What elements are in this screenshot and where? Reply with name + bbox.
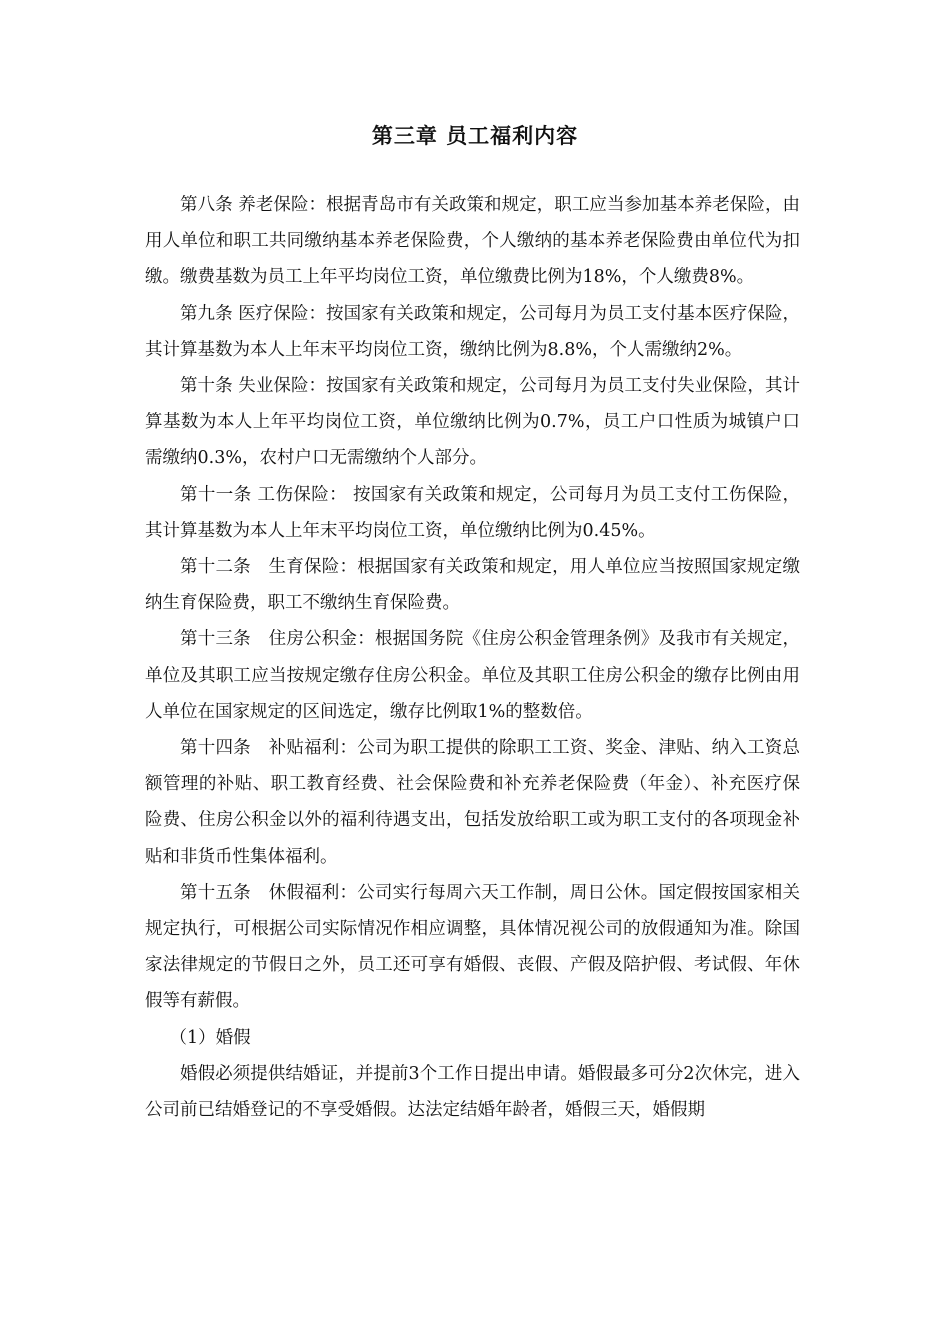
article-9-paragraph: 第九条 医疗保险：按国家有关政策和规定，公司每月为员工支付基本医疗保险，其计算基数为本人上年末平均岗位工资，缴纳比例为8.8%，个人需缴纳2%。: [145, 303, 800, 360]
chapter-title: 第三章 员工福利内容: [371, 124, 579, 148]
article-12-paragraph: 第十二条 生育保险：根据国家有关政策和规定，用人单位应当按照国家规定缴纳生育保险费，职工不缴纳生育保险费。: [145, 557, 800, 614]
marriage-leave-subheading: （1）婚假: [169, 1027, 251, 1048]
article-11-paragraph: 第十一条 工伤保险： 按国家有关政策和规定，公司每月为员工支付工伤保险，其计算基数为本人上年末平均岗位工资，单位缴纳比例为0.45%。: [145, 484, 800, 541]
article-15-paragraph: 第十五条 休假福利：公司实行每周六天工作制，周日公休。国定假按国家相关规定执行，可根据公司实际情况作相应调整，具体情况视公司的放假通知为准。除国家法律规定的节假日之外，员工还可享有婚假、丧假、产假及陪护假、考试假、年休假等有薪假。: [145, 882, 800, 1012]
article-10-paragraph: 第十条 失业保险：按国家有关政策和规定，公司每月为员工支付失业保险，其计算基数为本人上年平均岗位工资，单位缴纳比例为0.7%，员工户口性质为城镇户口需缴纳0.3%，农村户口无需缴纳个人部分。: [145, 376, 800, 469]
marriage-leave-paragraph: 婚假必须提供结婚证，并提前3个工作日提出申请。婚假最多可分2次休完，进入公司前已结婚登记的不享受婚假。达法定结婚年龄者，婚假三天，婚假期: [145, 1063, 800, 1121]
article-8-paragraph: 第八条 养老保险：根据青岛市有关政策和规定，职工应当参加基本养老保险，由用人单位和职工共同缴纳基本养老保险费，个人缴纳的基本养老保险费由单位代为扣缴。缴费基数为员工上年平均岗位工资，单位缴费比例为18%，个人缴费8%。: [145, 195, 800, 288]
article-14-paragraph: 第十四条 补贴福利：公司为职工提供的除职工工资、奖金、津贴、纳入工资总额管理的补贴、职工教育经费、社会保险费和补充养老保险费（年金）、补充医疗保险费、住房公积金以外的福利待遇支出，包括发放给职工或为职工支付的各项现金补贴和非货币性集体福利。: [145, 738, 800, 867]
document-body: [145, 187, 800, 1128]
article-13-paragraph: 第十三条 住房公积金：根据国务院《住房公积金管理条例》及我市有关规定，单位及其职工应当按规定缴存住房公积金。单位及其职工住房公积金的缴存比例由用人单位在国家规定的区间选定，缴存比例取1%的整数倍。: [145, 629, 800, 722]
